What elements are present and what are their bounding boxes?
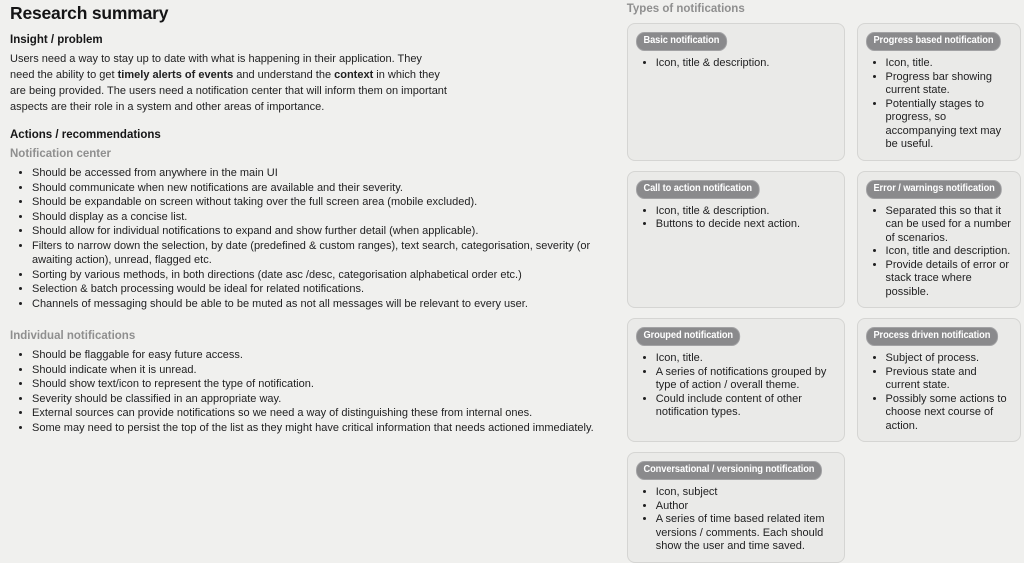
card-title-pill: Call to action notification — [636, 180, 759, 199]
list-item: • External sources can provide notifications so we need a way of distinguishing these from internal ones. — [32, 406, 615, 421]
card-bullet-list — [866, 352, 1012, 433]
insight-text-segment: Users need a way to stay up to date with what is happening in their application. They need the ability to get — [10, 53, 422, 81]
insight-paragraph — [10, 51, 448, 115]
notification-card-basic — [627, 23, 845, 161]
card-list-item: • Potentially stages to progress, so accompanying text may be useful. — [886, 98, 1012, 152]
notification-card-conversational-versioning — [627, 452, 845, 563]
research-summary-section — [0, 0, 615, 456]
card-list-item: • Buttons to decide next action. — [656, 218, 836, 232]
list-item: • Should display as a concise list. — [32, 210, 615, 225]
card-title-pill: Error / warnings notification — [866, 180, 1002, 199]
notification-center-heading: Notification center — [10, 148, 111, 160]
card-list-item: • Subject of process. — [886, 352, 1012, 366]
notification-cards-grid — [627, 23, 1021, 563]
card-title-pill: Progress based notification — [866, 32, 1001, 51]
card-list-item: • Separated this so that it can be used for a number of scenarios. — [886, 205, 1012, 246]
list-item: • Some may need to persist the top of the list as they might have critical information that needs actioned immediately. — [32, 421, 615, 436]
card-bullet-list — [866, 57, 1012, 152]
list-item: • Filters to narrow down the selection, by date (predefined & custom ranges), text search, categorisation, severity (or awaiting action), unread, flagged etc. — [32, 239, 615, 268]
card-list-item: • Author — [656, 500, 836, 514]
card-list-item: • Icon, title & description. — [656, 57, 836, 71]
card-bullet-list — [636, 205, 836, 232]
card-bullet-list — [866, 205, 1012, 300]
notification-card-call-to-action — [627, 171, 845, 309]
card-bullet-list — [636, 352, 836, 420]
card-title-pill: Grouped notification — [636, 327, 740, 346]
list-item: • Should communicate when new notifications are available and their severity. — [32, 181, 615, 196]
notification-card-error-warnings — [857, 171, 1021, 309]
card-bullet-list — [636, 57, 836, 71]
actions-recommendations-heading: Actions / recommendations — [10, 129, 161, 141]
card-list-item: • Icon, title. — [656, 352, 836, 366]
insight-text-segment: in which they are being provided. The users need a notification center that will inform them on important aspects are their role in a system and other areas of importance. — [10, 69, 447, 113]
card-bullet-list — [636, 486, 836, 554]
card-list-item: • Icon, subject — [656, 486, 836, 500]
card-list-item: • Possibly some actions to choose next course of action. — [886, 393, 1012, 434]
notification-card-grouped — [627, 318, 845, 442]
card-list-item: • Progress bar showing current state. — [886, 71, 1012, 98]
list-item: • Should allow for individual notifications to expand and show further detail (when applicable). — [32, 224, 615, 239]
individual-notifications-list — [10, 348, 615, 435]
insight-bold-segment: context — [334, 69, 374, 81]
list-item: • Channels of messaging should be able to be muted as not all messages will be relevant to every user. — [32, 297, 615, 312]
card-list-item: • Previous state and current state. — [886, 366, 1012, 393]
list-item: • Should be flaggable for easy future access. — [32, 348, 615, 363]
card-list-item: • Icon, title and description. — [886, 245, 1012, 259]
list-item: • Severity should be classified in an appropriate way. — [32, 392, 615, 407]
types-of-notifications-heading: Types of notifications — [626, 3, 745, 15]
card-title-pill: Basic notification — [636, 32, 727, 51]
notification-center-list — [10, 166, 615, 311]
notification-card-process-driven — [857, 318, 1021, 442]
card-list-item: • Provide details of error or stack trace where possible. — [886, 259, 1012, 300]
list-item: • Should show text/icon to represent the type of notification. — [32, 377, 615, 392]
insight-text-segment: and understand the — [233, 69, 335, 81]
card-list-item: • Could include content of other notification types. — [656, 393, 836, 420]
list-item: • Should be expandable on screen without taking over the full screen area (mobile excluded). — [32, 195, 615, 210]
individual-notifications-heading: Individual notifications — [10, 330, 136, 342]
insight-bold-segment: timely alerts of events — [117, 69, 234, 81]
list-item: • Selection & batch processing would be ideal for related notifications. — [32, 282, 615, 297]
card-list-item: • Icon, title & description. — [656, 205, 836, 219]
list-item: • Should indicate when it is unread. — [32, 363, 615, 378]
insight-problem-heading: Insight / problem — [10, 34, 103, 46]
types-of-notifications-section — [615, 0, 1024, 552]
card-list-item: • Icon, title. — [886, 57, 1012, 71]
card-list-item: • A series of notifications grouped by type of action / overall theme. — [656, 366, 836, 393]
list-item: • Sorting by various methods, in both directions (date asc /desc, categorisation alphabetical order etc.) — [32, 268, 615, 283]
card-list-item: • A series of time based related item versions / comments. Each should show the user and time saved. — [656, 513, 836, 554]
card-title-pill: Process driven notification — [866, 327, 998, 346]
notification-card-progress — [857, 23, 1021, 161]
card-title-pill: Conversational / versioning notification — [636, 461, 822, 480]
list-item: • Should be accessed from anywhere in the main UI — [32, 166, 615, 181]
page-title: Research summary — [10, 3, 169, 23]
